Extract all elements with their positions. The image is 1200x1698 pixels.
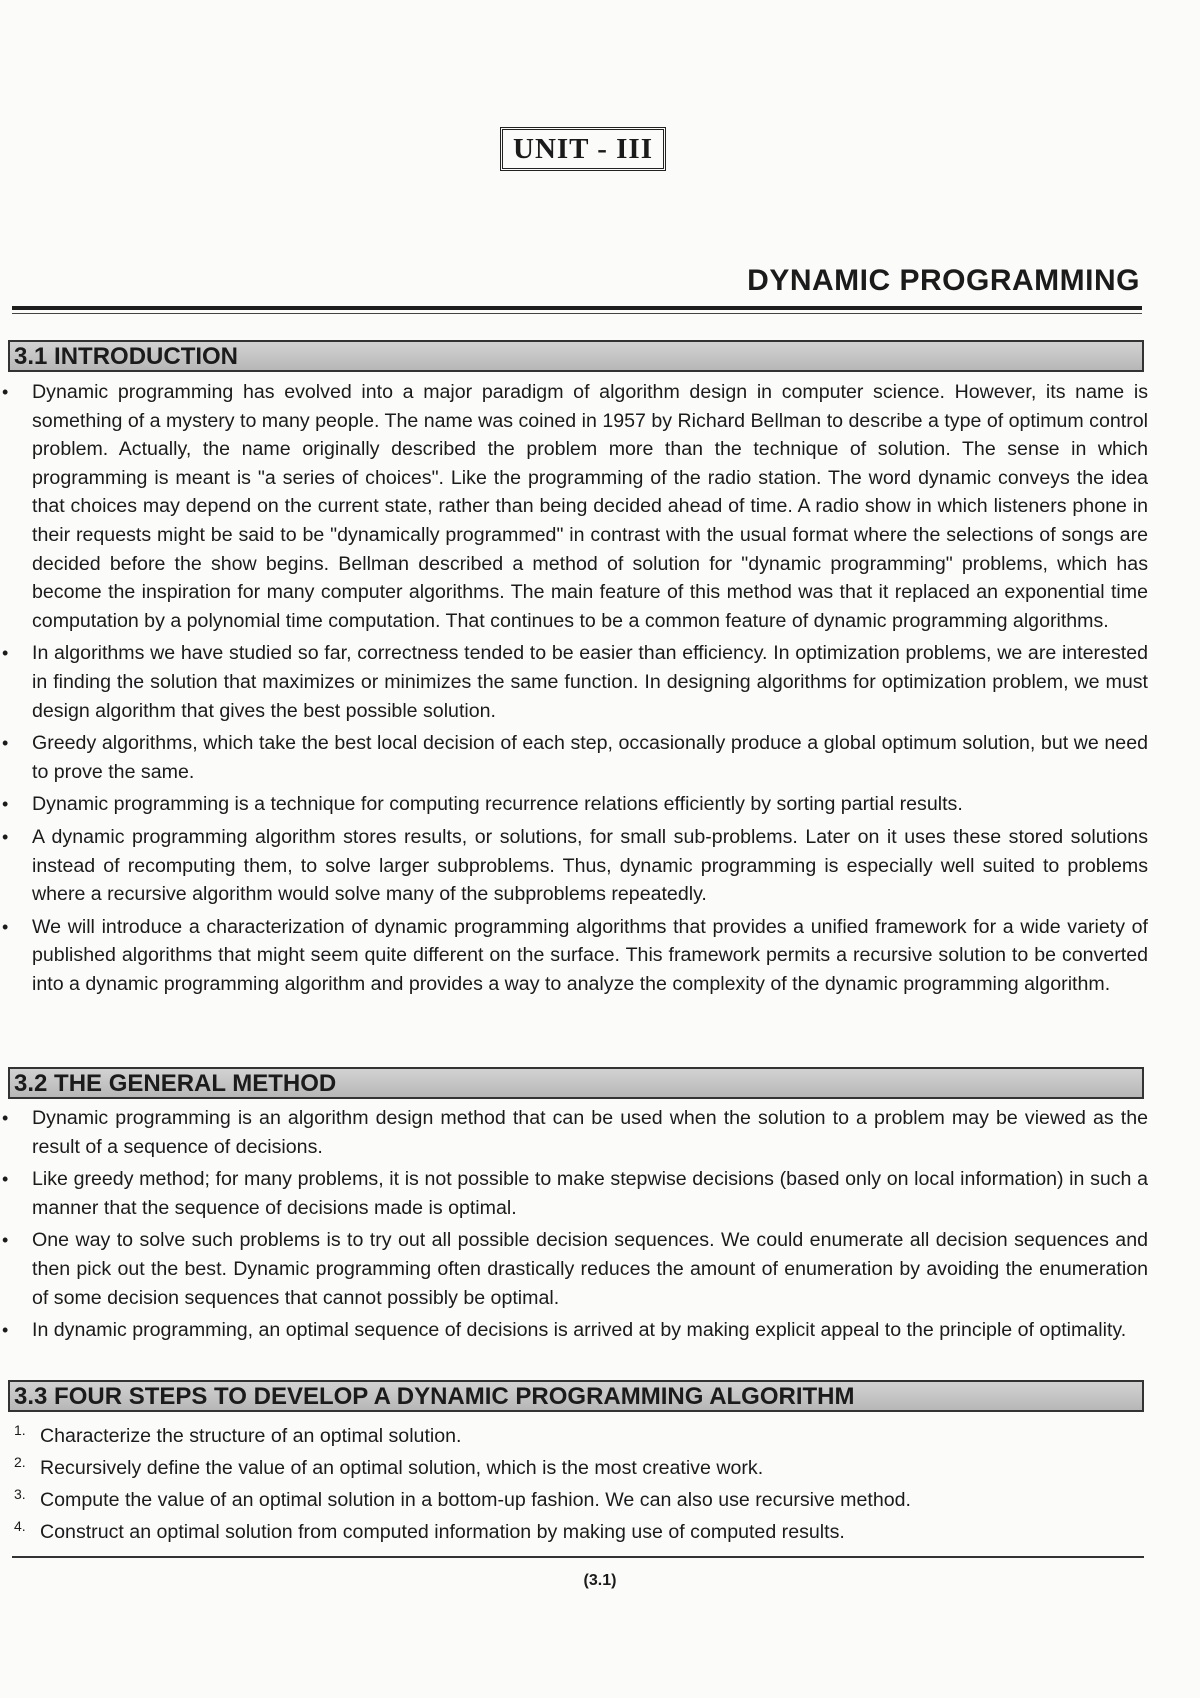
four-steps-list bbox=[14, 1420, 1148, 1548]
section-heading-general-method bbox=[8, 1067, 1144, 1099]
bullet-item: • In dynamic programming, an optimal sequence of decisions is arrived at by making explicit appeal to the principle of optimality. bbox=[22, 1316, 1148, 1345]
step-text: Compute the value of an optimal solution in a bottom-up fashion. We can also use recursive method. bbox=[40, 1489, 911, 1511]
section-heading-text: 3.2 THE GENERAL METHOD bbox=[14, 1070, 337, 1097]
bullet-item: • Dynamic programming is a technique for computing recurrence relations efficiently by sorting partial results. bbox=[22, 790, 1148, 819]
step-text: Characterize the structure of an optimal solution. bbox=[40, 1425, 462, 1447]
section-heading-introduction bbox=[8, 340, 1144, 372]
introduction-bullets bbox=[22, 378, 1148, 998]
bullet-item: • One way to solve such problems is to try out all possible decision sequences. We could enumerate all decision sequences and then pick out the best. Dynamic programming often drastically reduces the amount of enumeration by avoiding the enumeration of some decision sequences that cannot possibly be optimal. bbox=[22, 1226, 1148, 1312]
bullet-item: • Dynamic programming is an algorithm design method that can be used when the solution to a problem may be viewed as the result of a sequence of decisions. bbox=[22, 1104, 1148, 1161]
step-item bbox=[14, 1484, 1148, 1516]
unit-label: UNIT - III bbox=[500, 127, 666, 171]
bullet-item: • Greedy algorithms, which take the best local decision of each step, occasionally produce a global optimum solution, but we need to prove the same. bbox=[22, 729, 1148, 786]
bullet-item: • Dynamic programming has evolved into a major paradigm of algorithm design in computer science. However, its name is something of a mystery to many people. The name was coined in 1957 by Richard Bellman to describe a type of optimum control problem. Actually, the name originally described the problem more than the technique of solution. The sense in which programming is meant is "a series of choices". Like the programming of the radio station. The word dynamic conveys the idea that choices may depend on the current state, rather than being decided ahead of time. A radio show in which listeners phone in their requests might be said to be "dynamically programmed" in contrast with the usual format where the selections of songs are decided before the show begins. Bellman described a method of solution for "dynamic programming" problems, which has become the inspiration for many computer algorithms. The main feature of this method was that it replaced an exponential time computation by a polynomial time computation. That continues to be a common feature of dynamic programming algorithms. bbox=[22, 378, 1148, 635]
general-method-content bbox=[22, 1104, 1148, 1349]
step-text: Recursively define the value of an optimal solution, which is the most creative work. bbox=[40, 1457, 764, 1479]
bullet-item: • In algorithms we have studied so far, correctness tended to be easier than efficiency. In optimization problems, we are interested in finding the solution that maximizes or minimizes the same function. In designing algorithms for optimization problem, we must design algorithm that gives the best possible solution. bbox=[22, 639, 1148, 725]
step-number: 2. bbox=[14, 1454, 26, 1470]
introduction-content bbox=[22, 378, 1148, 1002]
chapter-title: DYNAMIC PROGRAMMING bbox=[747, 264, 1140, 297]
step-item bbox=[14, 1420, 1148, 1452]
step-number: 1. bbox=[14, 1422, 26, 1438]
general-method-bullets bbox=[22, 1104, 1148, 1345]
step-item bbox=[14, 1516, 1148, 1548]
bullet-item: • Like greedy method; for many problems, it is not possible to make stepwise decisions (based only on local information) in such a manner that the sequence of decisions made is optimal. bbox=[22, 1165, 1148, 1222]
step-item bbox=[14, 1452, 1148, 1484]
section-heading-four-steps bbox=[8, 1380, 1144, 1412]
title-rule bbox=[12, 306, 1142, 310]
step-text: Construct an optimal solution from computed information by making use of computed results. bbox=[40, 1521, 845, 1543]
title-rule-thin bbox=[12, 313, 1142, 314]
section-heading-text: 3.1 INTRODUCTION bbox=[14, 343, 239, 370]
footer-rule bbox=[12, 1556, 1144, 1558]
step-number: 4. bbox=[14, 1518, 26, 1534]
step-number: 3. bbox=[14, 1486, 26, 1502]
page-number: (3.1) bbox=[583, 1572, 617, 1589]
section-heading-text: 3.3 FOUR STEPS TO DEVELOP A DYNAMIC PROGRAMMING ALGORITHM bbox=[14, 1383, 855, 1410]
bullet-item: • We will introduce a characterization of dynamic programming algorithms that provides a unified framework for a wide variety of published algorithms that might seem quite different on the surface. This framework permits a recursive solution to be converted into a dynamic programming algorithm and provides a way to analyze the complexity of the dynamic programming algorithm. bbox=[22, 913, 1148, 999]
bullet-item: • A dynamic programming algorithm stores results, or solutions, for small sub-problems. Later on it uses these stored solutions instead of recomputing them, to solve larger subproblems. Thus, dynamic programming is especially well suited to problems where a recursive algorithm would solve many of the subproblems repeatedly. bbox=[22, 823, 1148, 909]
